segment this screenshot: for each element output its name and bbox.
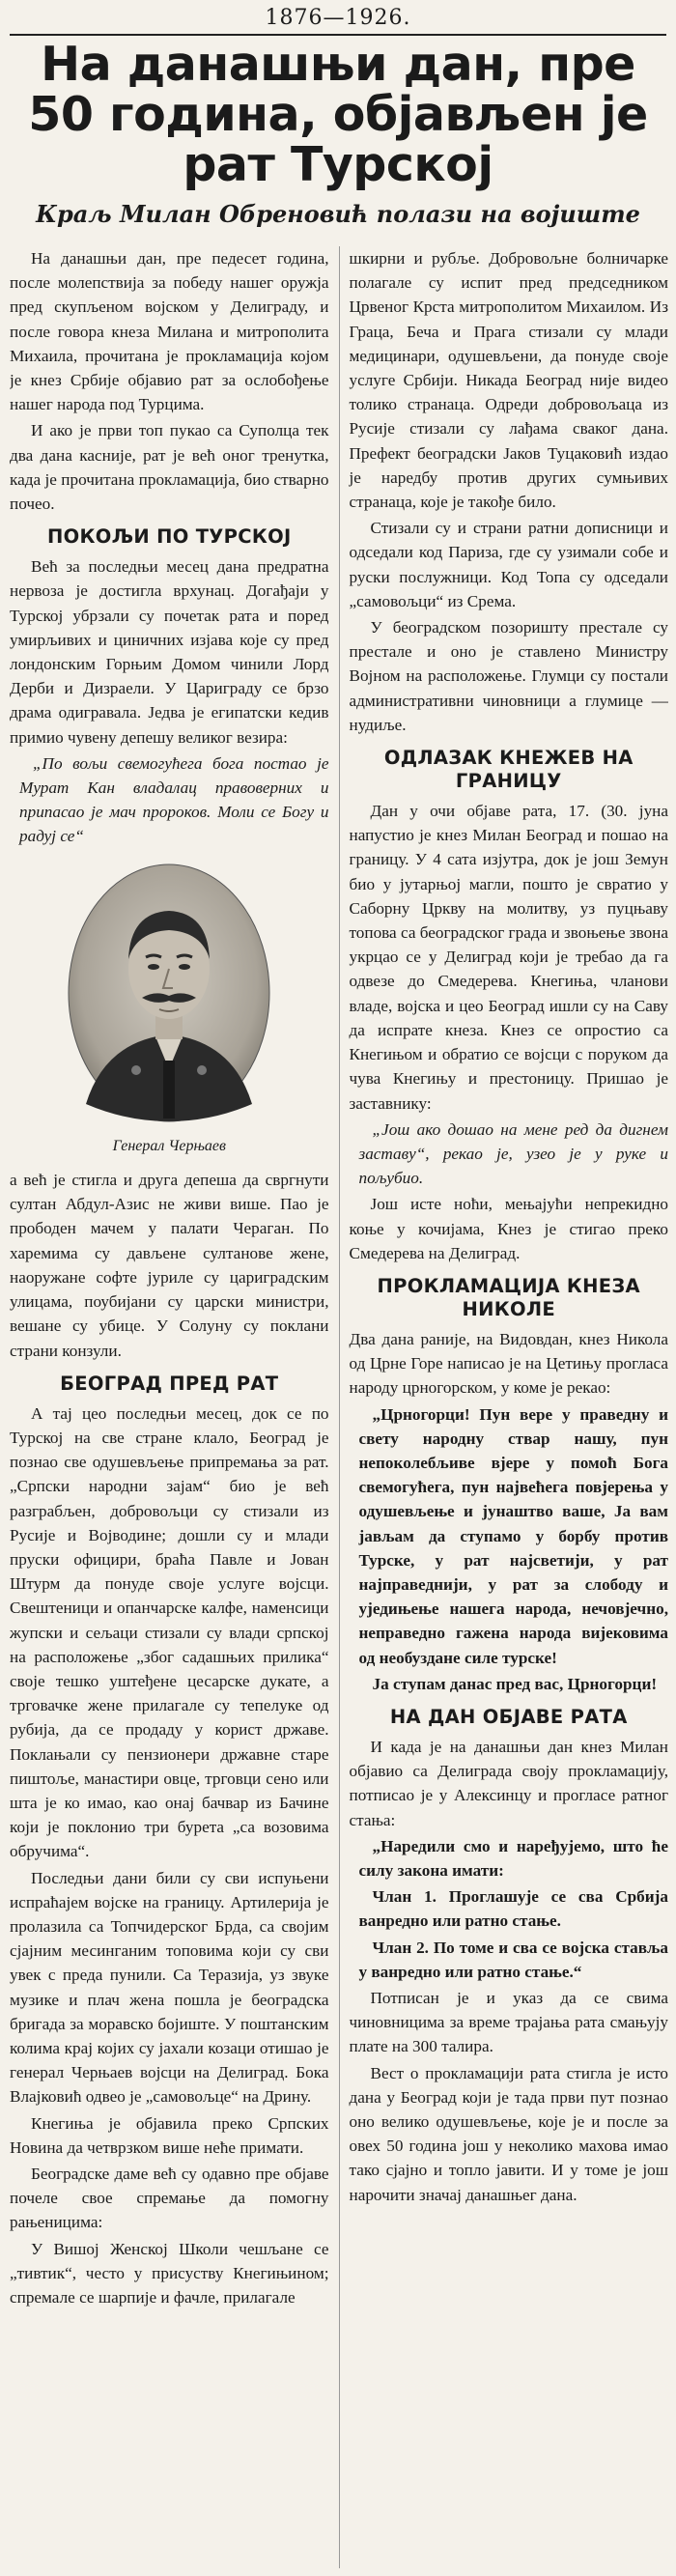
section-title-pokolji: ПОКОЉИ ПО ТУРСКОЈ — [46, 525, 292, 549]
proklamacija-intro: Два дана раније, на Видовдан, кнез Никола од Црне Горе написао је на Цетињу прогласа народу црногорском, у коме је рекао: — [349, 1329, 668, 1398]
nikola-quote-text-2: Ја ступам данас пред вас, Црногорци! — [372, 1674, 658, 1693]
decree-text-2: Члан 1. Проглашује се сва Србија ванредно или ратно стање. — [358, 1887, 668, 1931]
subheadline: Краљ Милан Обреновић полази на војиште — [36, 200, 640, 228]
continued-paragraph-1: шкирни и рубље. Добровољне болничарке полагале су испит пред председником Црвеног Крста митрополитом Михаилом. Из Граца, Беча и Прага стизали су млади медицинари, одушевљени, да понуде своје услуге Србији. Никада Београд није видео толико странаца. Одреди добровољаца из Русије стизали су лађама сваког дана. Префект београдски Јаков Туцаковић издао је наредбу против других сумњивих странаца, које је такође било. — [349, 249, 668, 512]
dan-objave-after-2: Вест о прокламацији рата стигла је исто дана у Београд који је тада први пут познао оно велико одушевљење, које је и после за овех 50 година још у неколико махова имао тако сјајно и топло јавити. И у томе је још нарочити значај данашњег дана. — [349, 2063, 668, 2204]
dateline: 1876—1926. — [265, 6, 411, 30]
left-column — [10, 246, 329, 2568]
dan-objave-after-1: Потписан је и указ да се свима чиновницима за време трајања рата смањују плате на 300 талира. — [349, 1989, 668, 2056]
section-title-dan-objave: НА ДАН ОБЈАВЕ РАТА — [389, 1705, 628, 1728]
beograd-paragraph-3: Кнегиња је објавила преко Српских Новина да четврзком више неће примати. — [10, 2113, 329, 2157]
odlazak-paragraph-2: Још исте ноћи, мењајући непрекидно коње у кочијама, Кнез је стигао преко Смедерева на Делиград. — [349, 1195, 668, 1262]
section-title-proklamacija: ПРОКЛАМАЦИЈА КНЕЗА НИКОЛЕ — [377, 1274, 640, 1320]
general-portrait — [67, 863, 271, 1123]
intro-paragraph-1: На данашњи дан, пре педесет година, после молепствија за победу нашег оружја пред скупљеном војском у Делиграду, и после говора кнеза Милана и митрополита Михаила, прочитана је прокламација којом је кнез Србије објавио рат за ослобођење нашег народа под Турцима. — [10, 249, 329, 414]
article-columns — [10, 246, 668, 2568]
pokolji-paragraph: Већ за последњи месец дана предратна нервоза је достигла врхунац. Догађаји у Турској убрзали су почетак рата и поред умирљивих и циничних изјава које су пред лондонским Горњим Домом чинили Лорд Дерби и Дизраели. У Цариграду се брзо драма одигравала. Једва је египатски кедив примио чувену депешу великог везира: — [10, 557, 329, 747]
section-title-odlazak: ОДЛАЗАК КНЕЖЕВ НА ГРАНИЦУ — [383, 747, 634, 793]
headline: На данашњи дан, пре 50 година, објављен је рат Турској — [28, 37, 648, 192]
nikola-quote — [350, 1402, 669, 1696]
beograd-paragraph-2: Последњи дани били су сви испуњени испраћајем војске на границу. Артилерија је пролазила са Топчидерског Брда, са својим сјајним месинганим топовима који су сви увек с преда пунили. Са Теразија, уз звуке музике и плач жена пошла је београдска бригада за моравско бојиште. У поштанским колима крај којих су јахали козаци отишао је генерал Черњаев војсци на Делиград. Бока Влајковић одвео је „самовољце“ на Дрину. — [10, 1868, 329, 2107]
vizier-quote — [10, 751, 329, 849]
section-title-beograd: БЕОГРАД ПРЕД РАТ — [60, 1372, 279, 1395]
continued-paragraph-2: Стизали су и страни ратни дописници и одседали код Париза, где су узимали собе и руски послужници. Код Топа су одседали „самовољци“ из Срема. — [349, 519, 668, 610]
beograd-paragraph-1: А тај цео последњи месец, док се по Турској на све стране клало, Београд је познао све одушевљење припремања за рат. „Српски народни зајам“ био је већ разграбљен, добровољци су стизали из Русије и Војводине; дошли су и млади пруски официри, браћа Павле и Јован Штурм да понуде своје услуге војсци. Свештеници и опанчарске калфе, наменсици жупски и сељаци стизали су влади српској на расположење „због садашњих прилика“ своје тешко уштеђене цесарске дукате, а трговачке жене прилагале су тепелуке од рубија, да се продаду у корист државе. Поклањали су пензионери државне старе пиштоље, манастири овце, трговци сено или шта је ко имао, као онај бачвар из Бачине који је поклонио три бурета „са возовима обручима“. — [10, 1403, 329, 1861]
decree-text-1: „Наредили смо и наређујемо, што ће силу закона имати: — [358, 1836, 668, 1880]
dan-objave-paragraph: И када је на данашњи дан кнез Милан објавио са Делиграда своју прокламацију, потписао је у Алексинцу и прогласе ратног стања: — [349, 1737, 668, 1829]
right-column — [339, 246, 669, 2568]
portrait-caption: Генерал Черњаев — [112, 1137, 226, 1154]
beograd-paragraph-5: У Вишој Женској Школи чешљане се „тивтик“, често у присуству Кнегињином; спремале се шарпије и фачле, прилагале — [10, 2239, 329, 2307]
pokolji-continued: а већ је стигла и друга депеша да свргнути султан Абдул-Азис не живи више. Пао је прободен мачем у палати Чераган. По харемима су дављене султанове жене, наоружане софте јуриле су цариградским улицама, поубијани су царски министри, вешане су убице. У Солуну су поклани страни конзули. — [10, 1171, 329, 1360]
portrait-block — [10, 863, 329, 1130]
beograd-paragraph-4: Београдске даме већ су одавно пре објаве почеле свое спремање да помогну рањеницима: — [10, 2165, 329, 2232]
odlazak-paragraph-1: Дан у очи објаве рата, 17. (30. јуна напустио је кнез Милан Београд и пошао на границу. У 4 сата изјутра, док је још Земун био у јутарњој магли, пошто је свратио у Саборну Цркву на молитву, уз пуцњаву топова са београдског града и звоњење звона укрцао се у Делиград који је требао да га одвезе до Смедерева. Кнегиња, чланови владе, војска и цео Београд ишли су на Саву да испрате кнеза. Кнез се опростио са Кнегињом и обратио се војсци с поруком да чува Кнегињу и престоницу. Пришао је заставнику: — [349, 802, 668, 1113]
intro-paragraph-2: И ако је први топ пукао са Суполца тек два дана касније, рат је већ оног тренутка, када је прочитана прокламација, био стварно почео. — [10, 421, 329, 514]
top-rule — [10, 34, 666, 36]
decree-quote — [350, 1834, 669, 1984]
vizier-quote-text: „По вољи свемогућега бога постао је Мурат Кан владалац правоверних и припасао је мач пророков. Моли се Богу и радуј се“ — [19, 753, 329, 846]
continued-paragraph-3: У београдском позоришту престале су престале и оно је ставлено Министру Војном на расположење. Глумци су постали административни чиновници а глумице — нудиље. — [349, 618, 668, 734]
prince-quote — [350, 1118, 669, 1191]
prince-quote-text: „Још ако дошао на мене ред да дигнем заставу“, рекао је, узео је у руке и пољубио. — [358, 1119, 668, 1188]
decree-text-3: Члан 2. По томе и сва се војска ставља у ванредно или ратно стање.“ — [358, 1938, 668, 1981]
nikola-quote-text-1: „Црногорци! Пун вере у праведну и свету народну ствар нашу, пун непоколебљиве вјере у помоћ Бога свемогућега, пун највећега повјерења у одушевљење и јунаштво ваше, Ја вам јављам да ступамо у борбу против Турске, у рат најсветији, у рат најправеднији, у рат за слободу и уједињење нашега народа, нечовјечно, неправедно гажена народа вијековима од необуздане силе турске! — [358, 1404, 668, 1667]
